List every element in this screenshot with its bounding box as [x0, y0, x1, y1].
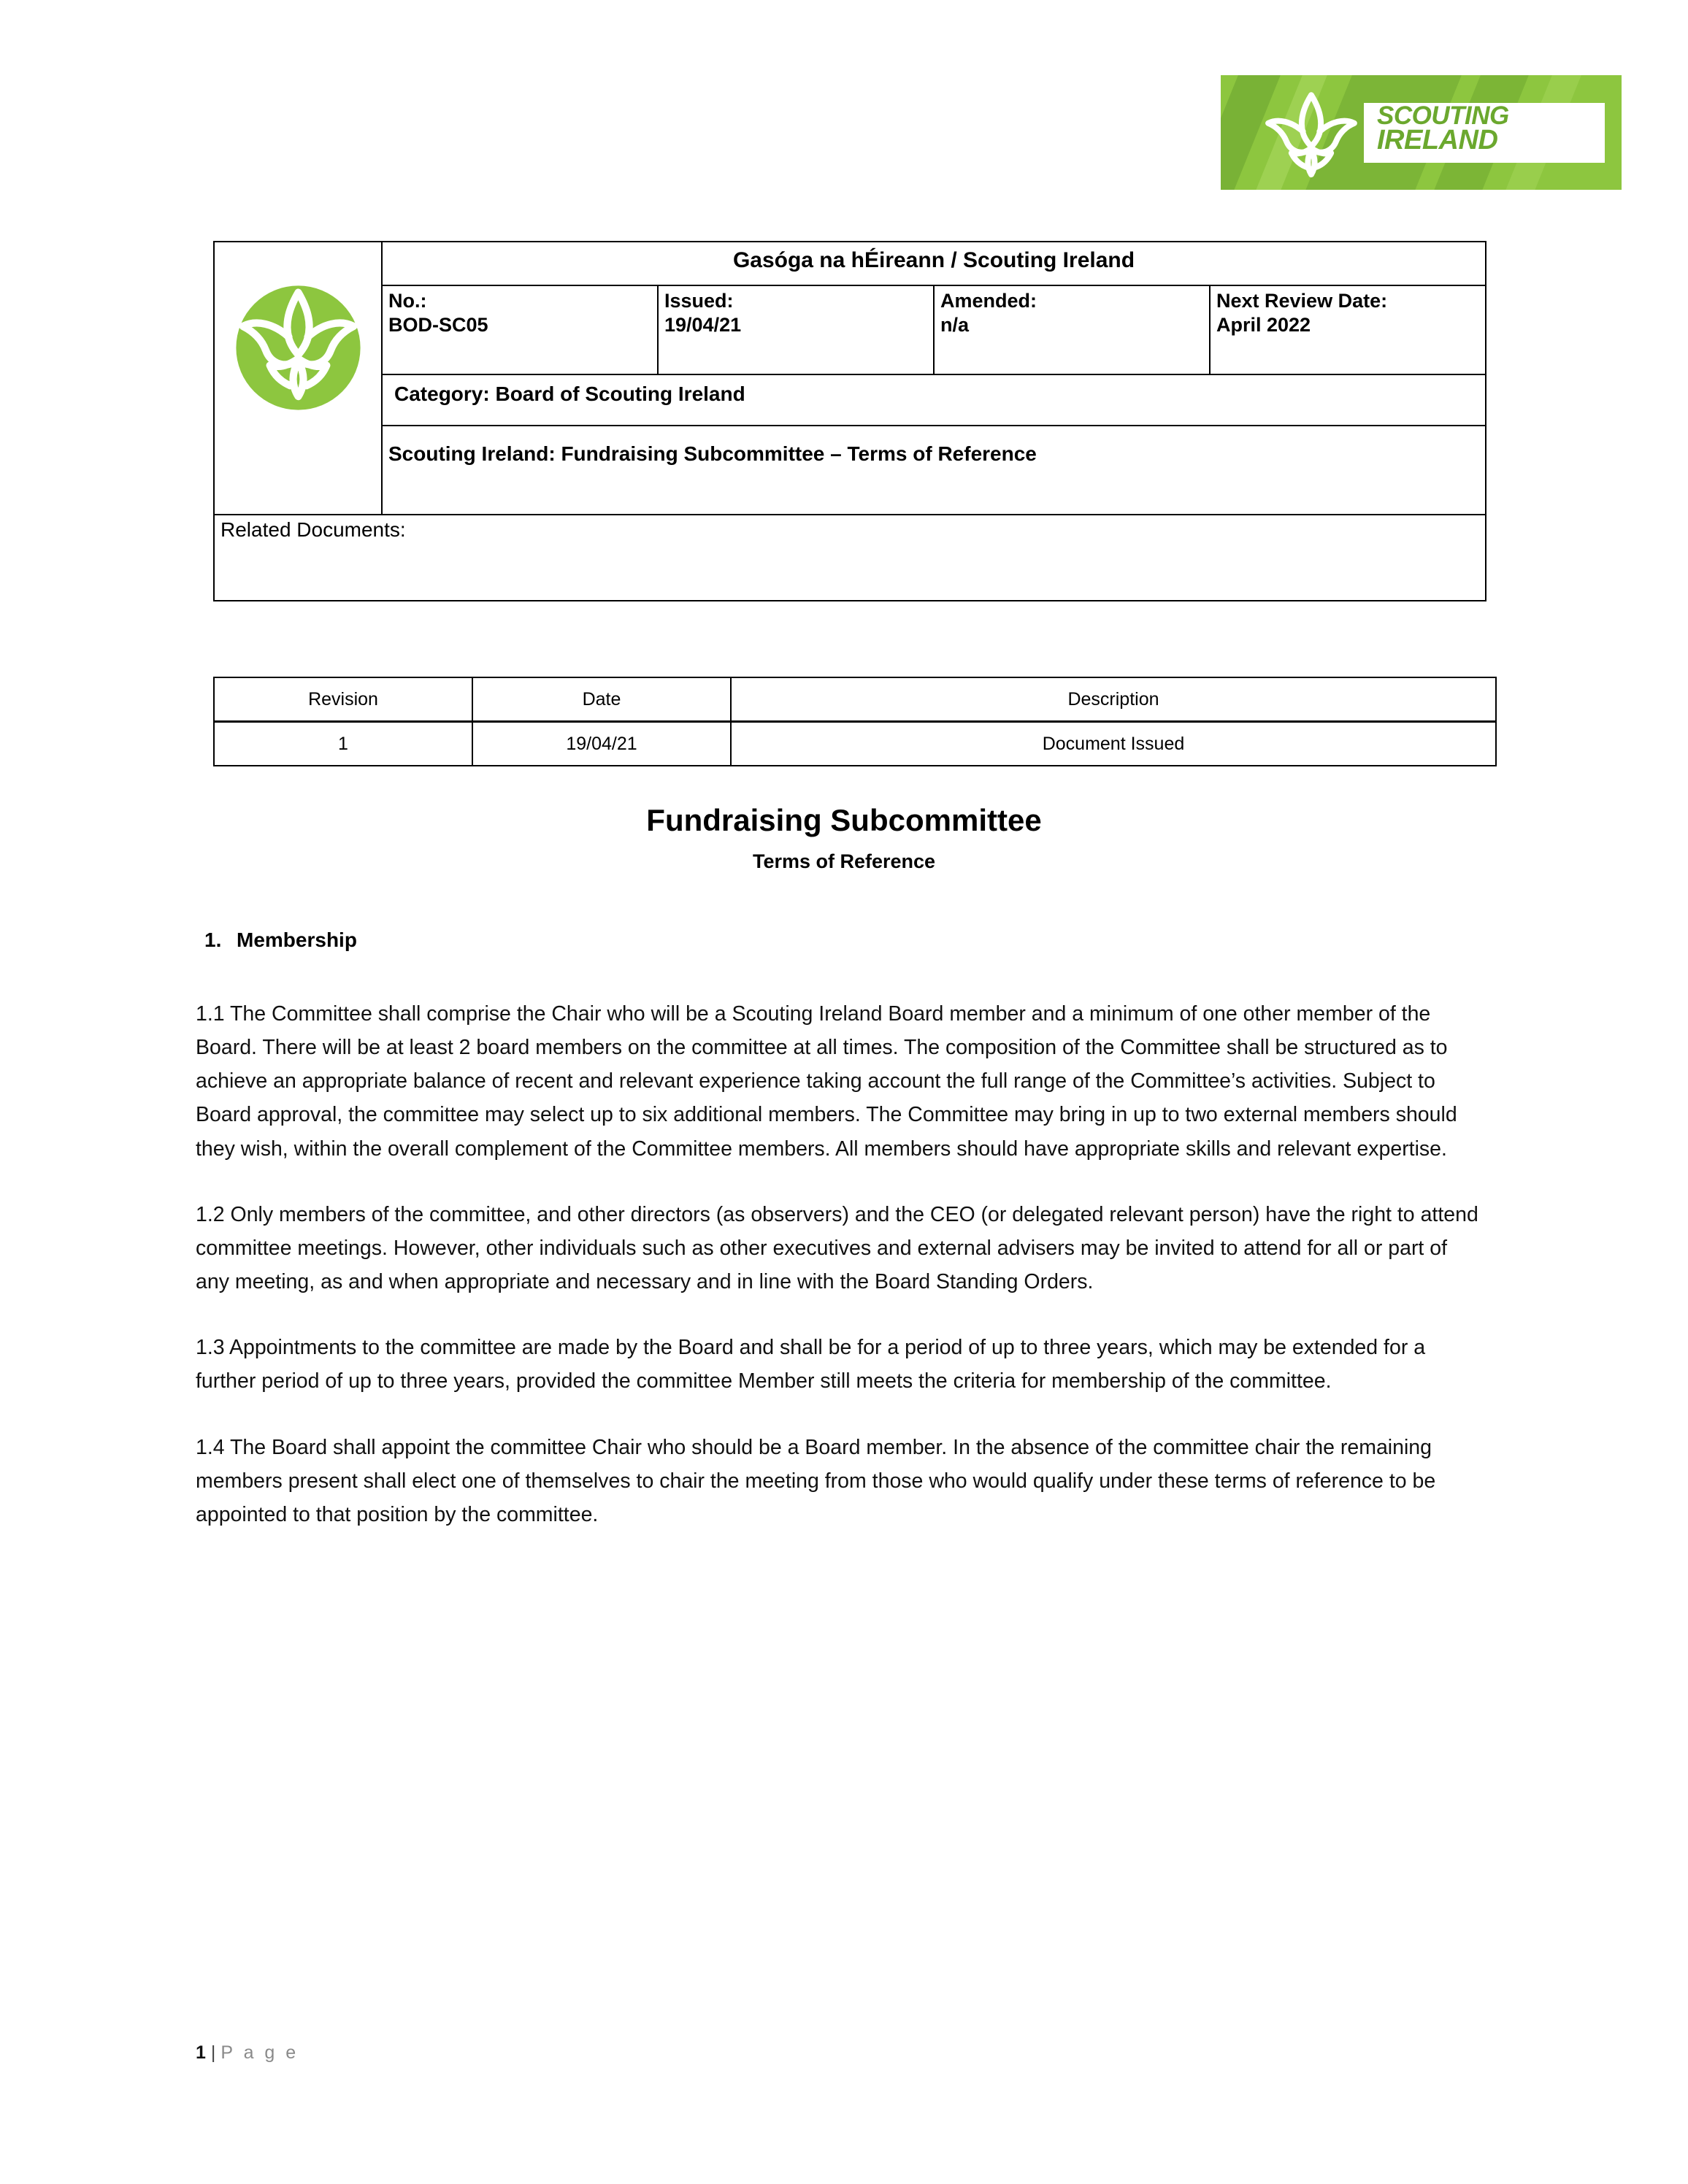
header-row-org-title: [214, 242, 1486, 285]
paragraph-1-1: 1.1 The Committee shall comprise the Chair who will be a Scouting Ireland Board member and a minimum of one other member of the Board. There will be at least 2 board members on the committee at all times. The composition of the Committee shall be structured as to achieve an appropriate balance of recent and relevant experience taking account the full range of the Committee’s activities. Subject to Board approval, the committee may select up to six additional members. The Committee may bring in up to two external members should they wish, within the overall complement of the Committee members. All members should have appropriate skills and relevant expertise.: [196, 1002, 1457, 1161]
revision-cell-number: 1: [214, 722, 472, 766]
meta-label-amended: Amended:: [940, 290, 1037, 312]
meta-value-issued: 19/04/21: [664, 313, 742, 336]
page-title: Fundraising Subcommittee: [646, 803, 1042, 837]
section-number: 1.: [204, 928, 222, 951]
meta-label-no: No.:: [388, 290, 427, 312]
page-subtitle: Terms of Reference: [752, 850, 936, 872]
header-logo-cell: [214, 242, 382, 515]
document-body: [196, 928, 1481, 1564]
revision-col-header-description: Description: [731, 677, 1496, 722]
logo-wordmark-line2: IRELAND: [1377, 125, 1498, 156]
revision-col-header-revision: Revision: [214, 677, 472, 722]
revision-table-header-row: [214, 677, 1496, 722]
header-row-doc-title: [214, 426, 1486, 515]
paragraph-1-4: 1.4 The Board shall appoint the committee Chair who should be a Board member. In the absence of the committee chair the remaining members present shall elect one of themselves to chair the meeting from those who would qualify under these terms of reference to be appointed to that position by the committee.: [196, 1435, 1436, 1526]
meta-label-next-review: Next Review Date:: [1216, 290, 1388, 312]
revision-cell-description: Document Issued: [731, 722, 1496, 766]
revision-history-table: [213, 677, 1497, 766]
revision-col-header-date: Date: [472, 677, 731, 722]
logo-wordmark: [1377, 101, 1596, 163]
revision-cell-date: 19/04/21: [472, 722, 731, 766]
scouting-ireland-logo-banner: [1221, 75, 1622, 190]
fleur-de-lis-circle-icon: [231, 280, 366, 415]
fleur-de-lis-icon: [1262, 88, 1361, 180]
page-footer: [196, 2042, 299, 2064]
org-title-cell: Gasóga na hÉireann / Scouting Ireland: [382, 242, 1486, 285]
paragraph-1-3: 1.3 Appointments to the committee are made by the Board and shall be for a period of up to three years, which may be extended for a further period of up to three years, provided the committee Member still meets the criteria for membership of the committee.: [196, 1336, 1426, 1393]
document-header-table: [213, 241, 1486, 601]
header-row-related-docs: [214, 515, 1486, 601]
document-title-cell: Scouting Ireland: Fundraising Subcommittee – Terms of Reference: [382, 426, 1486, 515]
meta-cell-issued: [658, 285, 934, 374]
meta-cell-next-review: [1210, 285, 1486, 374]
footer-page-word: P a g e: [220, 2042, 299, 2063]
header-row-category: [214, 374, 1486, 426]
meta-value-next-review: April 2022: [1216, 313, 1311, 336]
meta-cell-amended: [934, 285, 1210, 374]
meta-cell-no: [382, 285, 658, 374]
header-row-meta: [214, 285, 1486, 374]
table-row: [214, 722, 1496, 766]
footer-page-number: 1: [196, 2042, 207, 2063]
paragraph-1-2: 1.2 Only members of the committee, and other directors (as observers) and the CEO (or delegated relevant person) have the right to attend committee meetings. However, other individuals such as other executives and external advisers may be invited to attend for all or part of any meeting, as and when appropriate and necessary and in line with the Board Standing Orders.: [196, 1202, 1478, 1294]
meta-label-issued: Issued:: [664, 290, 734, 312]
meta-value-amended: n/a: [940, 313, 970, 336]
section-heading-membership: [196, 928, 1481, 952]
footer-separator: |: [210, 2042, 217, 2063]
section-title: Membership: [237, 928, 357, 951]
related-documents-cell: Related Documents:: [214, 515, 1486, 601]
category-cell: Category: Board of Scouting Ireland: [382, 374, 1486, 426]
meta-value-no: BOD-SC05: [388, 313, 488, 336]
logo-wordmark-line1: SCOUTING: [1377, 101, 1509, 130]
